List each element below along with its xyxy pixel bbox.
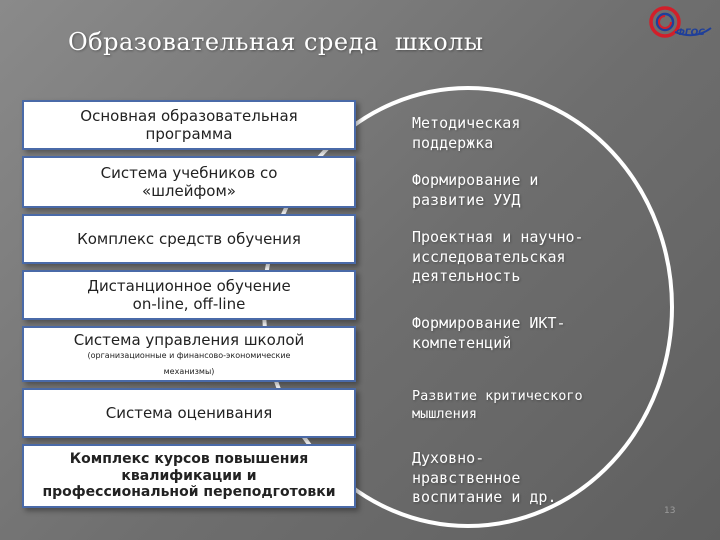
box-textbooks [22, 156, 356, 208]
right-item-ict [412, 314, 566, 353]
box-line: Комплекс средств обучения [77, 230, 301, 248]
right-item-research [412, 228, 584, 287]
item-line: нравственное [412, 468, 521, 487]
box-line: профессиональной переподготовки [42, 484, 336, 501]
item-line: мышления [412, 405, 478, 422]
right-item-spiritual [412, 449, 557, 508]
item-line: исследовательская [412, 247, 566, 266]
item-line: воспитание и др. [412, 488, 557, 506]
box-main-program [22, 100, 356, 150]
box-learning-tools [22, 214, 356, 264]
box-line: Система учебников со [100, 164, 278, 182]
logo-text: ФГОС [676, 28, 705, 38]
box-distance-learning [22, 270, 356, 320]
item-line: Духовно- [412, 449, 485, 467]
item-line: Развитие критического [412, 388, 583, 404]
item-line: компетенций [412, 333, 512, 352]
box-line: Основная образовательная [80, 107, 298, 125]
item-line: Проектная и научно- [412, 228, 584, 246]
item-line: Формирование и [412, 171, 539, 189]
box-line: Система оценивания [105, 404, 273, 422]
item-line: поддержка [412, 133, 494, 152]
box-subline: механизмы) [163, 367, 215, 376]
box-line: Дистанционное обучение [87, 277, 291, 295]
item-line: развитие УУД [412, 190, 521, 209]
fgos-logo-icon [645, 4, 715, 48]
box-line: «шлейфом» [142, 182, 236, 200]
page-number: 13 [664, 506, 676, 516]
box-assessment [22, 388, 356, 438]
box-line: программа [145, 125, 233, 143]
box-school-management [22, 326, 356, 382]
item-line: деятельность [412, 267, 521, 285]
box-line: Система управления школой [73, 331, 305, 350]
box-subline: (организационные и финансово-экономические [87, 351, 291, 361]
right-item-methodical [412, 114, 520, 153]
right-item-uud [412, 171, 538, 210]
box-line: квалификации и [121, 467, 257, 484]
right-item-critical-thinking [412, 388, 583, 423]
box-line: on-line, off-line [132, 295, 246, 313]
item-line: Методическая [412, 114, 521, 132]
box-qualification [22, 444, 356, 508]
slide-title: Образовательная среда школы [68, 28, 484, 56]
item-line: Формирование ИКТ- [412, 314, 566, 332]
box-line: Комплекс курсов повышения [69, 450, 309, 467]
